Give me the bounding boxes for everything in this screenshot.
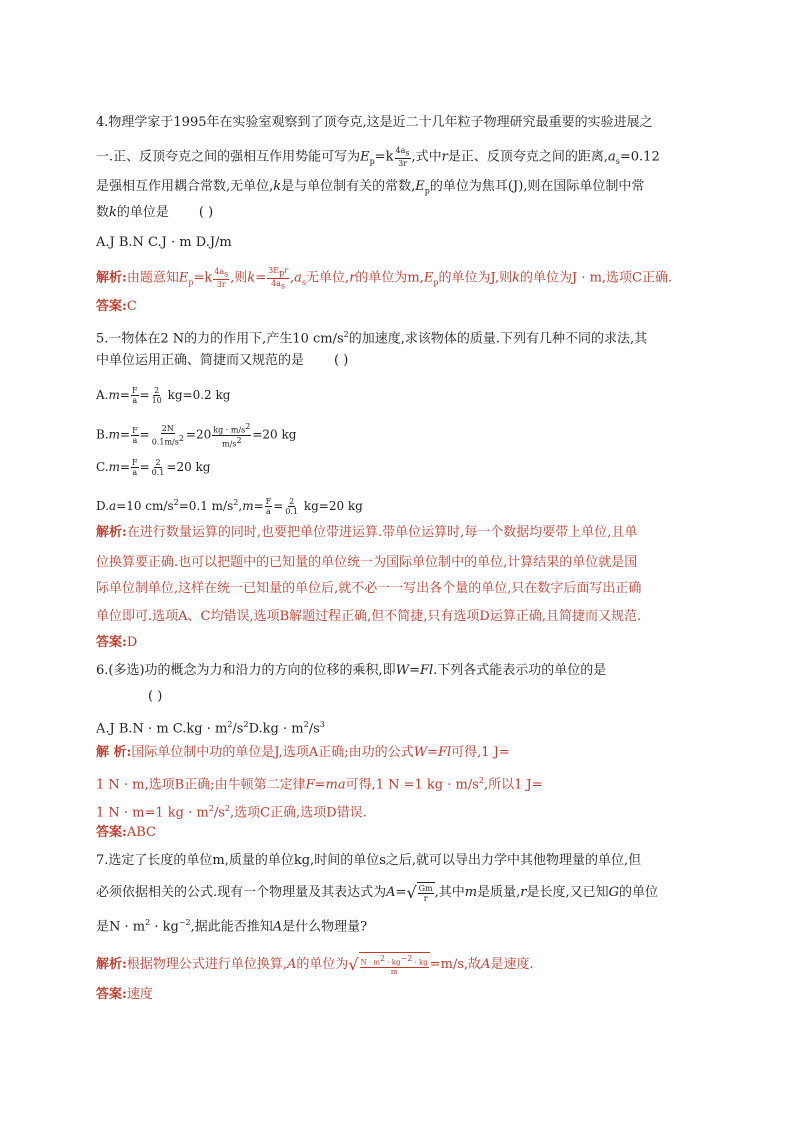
q5-option-d: D.a=10 $cm/s^2=0.1$ $m/s^2,m=$ $\frac{F}{a}$ = $\frac{2}{0.1}$ kg=20 kg bbox=[96, 497, 363, 516]
q4-answer: 答案:C bbox=[96, 299, 137, 314]
q4-options: A.J B.N C.J · m D.J/m bbox=[96, 235, 232, 250]
q4-fraction: $\frac{4a_s}{3r}$ bbox=[395, 146, 410, 168]
q5-line-2: 中单位运用正确、简捷而又规范的是 ( ) bbox=[96, 353, 349, 368]
q5-analysis-4: 单位即可.选项A、C均错误,选项B解题过程正确,但不简捷,只有选项D运算正确,且简捷而又规范. bbox=[96, 609, 642, 624]
q5-analysis-3: 际单位制单位,这样在统一已知量的单位后,就不必一一写出各个量的单位,只在数字后面写出正确 bbox=[96, 581, 642, 596]
q7-line-3: 是$N \cdot m^2 \cdot kg^{-2}$,据此能否推知A是什么物理量? bbox=[96, 918, 368, 935]
q6-analysis-1: 解 析:国际单位制中功的单位是J,选项A正确;由功的公式W=Fl可得,1 J= bbox=[96, 745, 510, 760]
q7-answer: 答案:速度 bbox=[96, 987, 153, 1002]
q6-analysis-3: 1 N · m=1 kg · $m^2/s^2$,选项C正确,选项D错误. bbox=[96, 804, 367, 821]
q7-line-2: 必须依据相关的公式.现有一个物理量及其表达式为A= √ $\frac{Gm}{r}$ ,其中m是质量,r是长度,又已知G的单位 bbox=[96, 882, 658, 903]
q7-line-1: 7.选定了长度的单位m,质量的单位kg,时间的单位s之后,就可以导出力学中其他物理量的单位,但 bbox=[96, 853, 642, 868]
q4-line-1: 4.物理学家于1995年在实验室观察到了顶夸克,这是近二十几年粒子物理研究最重要的实验进展之 bbox=[96, 115, 653, 130]
q5-line-1: 5.一物体在2 N的力的作用下,产生10 $cm/s^2$的加速度,求该物体的质量.下列有几种不同的求法,其 bbox=[96, 330, 648, 347]
q7-analysis: 解析:根据物理公式进行单位换算,A的单位为 √ $\frac{N \cdot m^2 \cdot kg^{-2} \cdot kg}{m}$ =m/s,故A是速度. bbox=[96, 954, 534, 977]
q6-paren: ( ) bbox=[148, 689, 163, 704]
q5-option-a: A.m= $\frac{F}{a}$ = $\frac{2}{10}$ kg=0.2 kg bbox=[96, 386, 231, 405]
q4-line-4: 数k的单位是 ( ) bbox=[96, 205, 214, 220]
q7-analysis-sqrt: √ $\frac{N \cdot m^2 \cdot kg^{-2} \cdot kg}{m}$ bbox=[348, 954, 428, 977]
q4-analysis: 解析:由题意知$E_p=k$ $\frac{4a_s}{3r}$ ,则k= $\frac{3E_pr}{4a_s}$ $,a_s$无单位,r的单位为$m,E_p$的单位为J,则k的单位为J · m,选项C正确. bbox=[96, 266, 673, 291]
q5-analysis-1: 解析:在进行数量运算的同时,也要把单位带进运算.带单位运算时,每一个数据均要带上单位,且单 bbox=[96, 525, 638, 540]
q6-options: A.J B.N · m $C.kg \cdot m^2/s^2D.kg \cdot m^2/s^3$ bbox=[96, 720, 325, 737]
q5-analysis-2: 位换算要正确.也可以把题中的已知量的单位统一为国际单位制中的单位,计算结果的单位就是国 bbox=[96, 555, 638, 570]
q4-line-2: 一.正、反顶夸克之间的强相互作用势能可写为$E_p=k$ $\frac{4a_s}{3r}$ ,式中r是正、反顶夸克之间的距离$,a_s=0.12$ bbox=[96, 146, 660, 168]
q4-line-3: 是强相互作用耦合常数,无单位,k是与单位制有关的常数$,E_p$的单位为焦耳(J),则在国际单位制中常 bbox=[96, 179, 645, 196]
q5-option-c: C.m= $\frac{F}{a}$ = $\frac{2}{0.1}$ =20 kg bbox=[96, 458, 211, 477]
q6-line-1: 6.(多选)功的概念为力和沿力的方向的位移的乘积,即W=Fl.下列各式能表示功的单位的是 bbox=[96, 663, 607, 678]
q7-sqrt: √ $\frac{Gm}{r}$ bbox=[406, 882, 433, 903]
q6-answer: 答案:ABC bbox=[96, 825, 156, 840]
q6-analysis-2: 1 N · m,选项B正确;由牛顿第二定律F=ma可得,1 N =1 kg · $m/s^2$,所以1 J= bbox=[96, 776, 543, 793]
q5-answer: 答案:D bbox=[96, 635, 138, 650]
q5-option-b: B.m= $\frac{F}{a}$ = $\frac{2N}{0.1m/s^2}$ =20 $\frac{kg \cdot m/s^2}{m/s^2}$ =20 kg bbox=[96, 422, 297, 449]
